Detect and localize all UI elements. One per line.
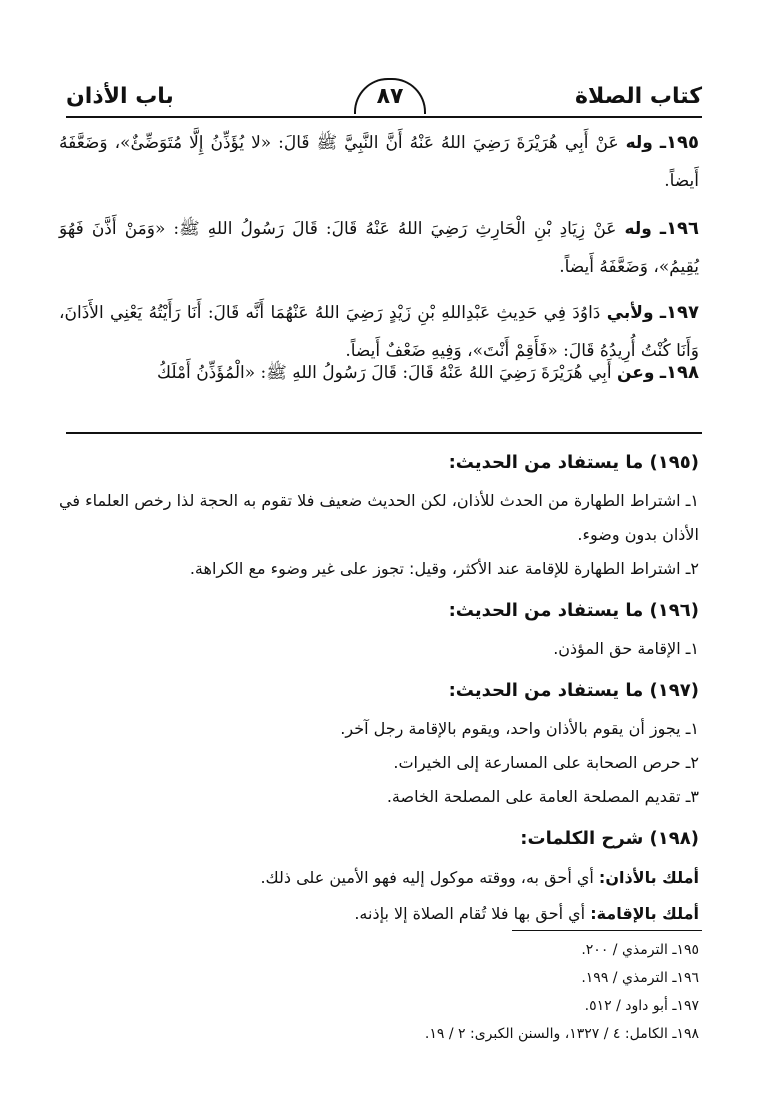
section-title: (١٩٦) ما يستفاد من الحديث: bbox=[448, 600, 699, 621]
section-title: (١٩٥) ما يستفاد من الحديث: bbox=[448, 452, 699, 473]
section-divider bbox=[66, 432, 702, 434]
list-item: ١ـ الإقامة حق المؤذن. bbox=[553, 639, 699, 658]
word-meaning: أي أحق بها فلا تُقام الصلاة إلا بإذنه. bbox=[354, 904, 586, 923]
hadith-lead: وله bbox=[624, 219, 652, 239]
word-explanation bbox=[59, 860, 699, 896]
footnotes bbox=[59, 936, 699, 1048]
list-item: ٣ـ تقديم المصلحة العامة على المصلحة الخاصة. bbox=[386, 787, 699, 806]
hadith-lead: وله bbox=[625, 133, 653, 153]
commentary bbox=[59, 446, 699, 940]
book-title: كتاب الصلاة bbox=[575, 84, 702, 109]
hadith-number: ١٩٨ـ bbox=[659, 362, 699, 383]
hadith-195 bbox=[59, 124, 699, 200]
footnote: ١٩٦ـ الترمذي / ١٩٩. bbox=[581, 970, 699, 986]
footnote-rule bbox=[512, 930, 702, 931]
list-item: ٢ـ حرص الصحابة على المسارعة إلى الخيرات. bbox=[393, 753, 699, 772]
word-term: أملك بالأذان: bbox=[598, 868, 699, 887]
hadith-text: أَبِي هُرَيْرَةَ رَضِيَ اللهُ عَنْهُ قَالَ: قَالَ رَسُولُ اللهِ ﷺ: «الْمُؤَذِّنُ أَمْلَكُ bbox=[157, 363, 612, 383]
hadith-number: ١٩٧ـ bbox=[659, 302, 699, 323]
hadith-196 bbox=[59, 210, 699, 286]
header-rule bbox=[66, 116, 702, 118]
footnote: ١٩٧ـ أبو داود / ٥١٢. bbox=[584, 998, 699, 1014]
hadith-number: ١٩٦ـ bbox=[659, 218, 700, 239]
hadith-text: دَاوُدَ فِي حَدِيثِ عَبْدِاللهِ بْنِ زَيْدٍ رَضِيَ اللهُ عَنْهُمَا أَنَّه قَالَ: أَنَا رَأَيْتُهُ يَعْنِي الأَذَانَ، وَأَنَا كُنْتُ أُرِيدُهُ قَالَ: «فَأَقِمْ أَنْتَ»، وَفِيهِ ضَعْفٌ أَيضاً. bbox=[59, 303, 699, 361]
page-header bbox=[66, 84, 702, 116]
hadith-number: ١٩٥ـ bbox=[659, 132, 700, 153]
hadith-text: عَنْ أَبِي هُرَيْرَةَ رَضِيَ اللهُ عَنْهُ أَنَّ النَّبِيَّ ﷺ قَالَ: «لا يُؤَذِّنُ إِلَّا مُتَوَضِّئٌ»، وَضَعَّفَهُ أَيضاً. bbox=[59, 133, 699, 191]
list-item: ١ـ اشتراط الطهارة من الحدث للأذان، لكن الحديث ضعيف فلا تقوم به الحجة لذا رخص العلماء في الأذان بدون وضوء. bbox=[59, 491, 699, 544]
footnote: ١٩٥ـ الترمذي / ٢٠٠. bbox=[581, 942, 699, 958]
commentary-195 bbox=[59, 446, 699, 586]
word-meaning: أي أحق به، ووقته موكول إليه فهو الأمين على ذلك. bbox=[260, 868, 594, 887]
footnote: ١٩٨ـ الكامل: ٤ / ١٣٢٧، والسنن الكبرى: ٢ / ١٩. bbox=[424, 1026, 699, 1042]
chapter-title: باب الأذان bbox=[66, 84, 174, 109]
hadith-lead: وعن bbox=[616, 363, 655, 383]
page-number: ٨٧ bbox=[354, 78, 426, 114]
hadith-198 bbox=[59, 354, 699, 392]
commentary-197 bbox=[59, 674, 699, 814]
word-explanation bbox=[59, 896, 699, 932]
list-item: ١ـ يجوز أن يقوم بالأذان واحد، ويقوم بالإقامة رجل آخر. bbox=[340, 719, 699, 738]
list-item: ٢ـ اشتراط الطهارة للإقامة عند الأكثر، وقيل: تجوز على غير وضوء مع الكراهة. bbox=[189, 559, 699, 578]
section-title: (١٩٨) شرح الكلمات: bbox=[520, 828, 699, 849]
word-term: أملك بالإقامة: bbox=[590, 904, 699, 923]
commentary-196 bbox=[59, 594, 699, 666]
hadith-lead: ولأبي bbox=[606, 303, 654, 323]
section-title: (١٩٧) ما يستفاد من الحديث: bbox=[448, 680, 699, 701]
hadith-text: عَنْ زِيَادِ بْنِ الْحَارِثِ رَضِيَ اللهُ عَنْهُ قَالَ: قَالَ رَسُولُ اللهِ ﷺ: «وَمَنْ أَذَّنَ فَهُوَ يُقِيمُ»، وَضَعَّفَهُ أَيضاً. bbox=[59, 219, 699, 277]
commentary-198 bbox=[59, 822, 699, 932]
